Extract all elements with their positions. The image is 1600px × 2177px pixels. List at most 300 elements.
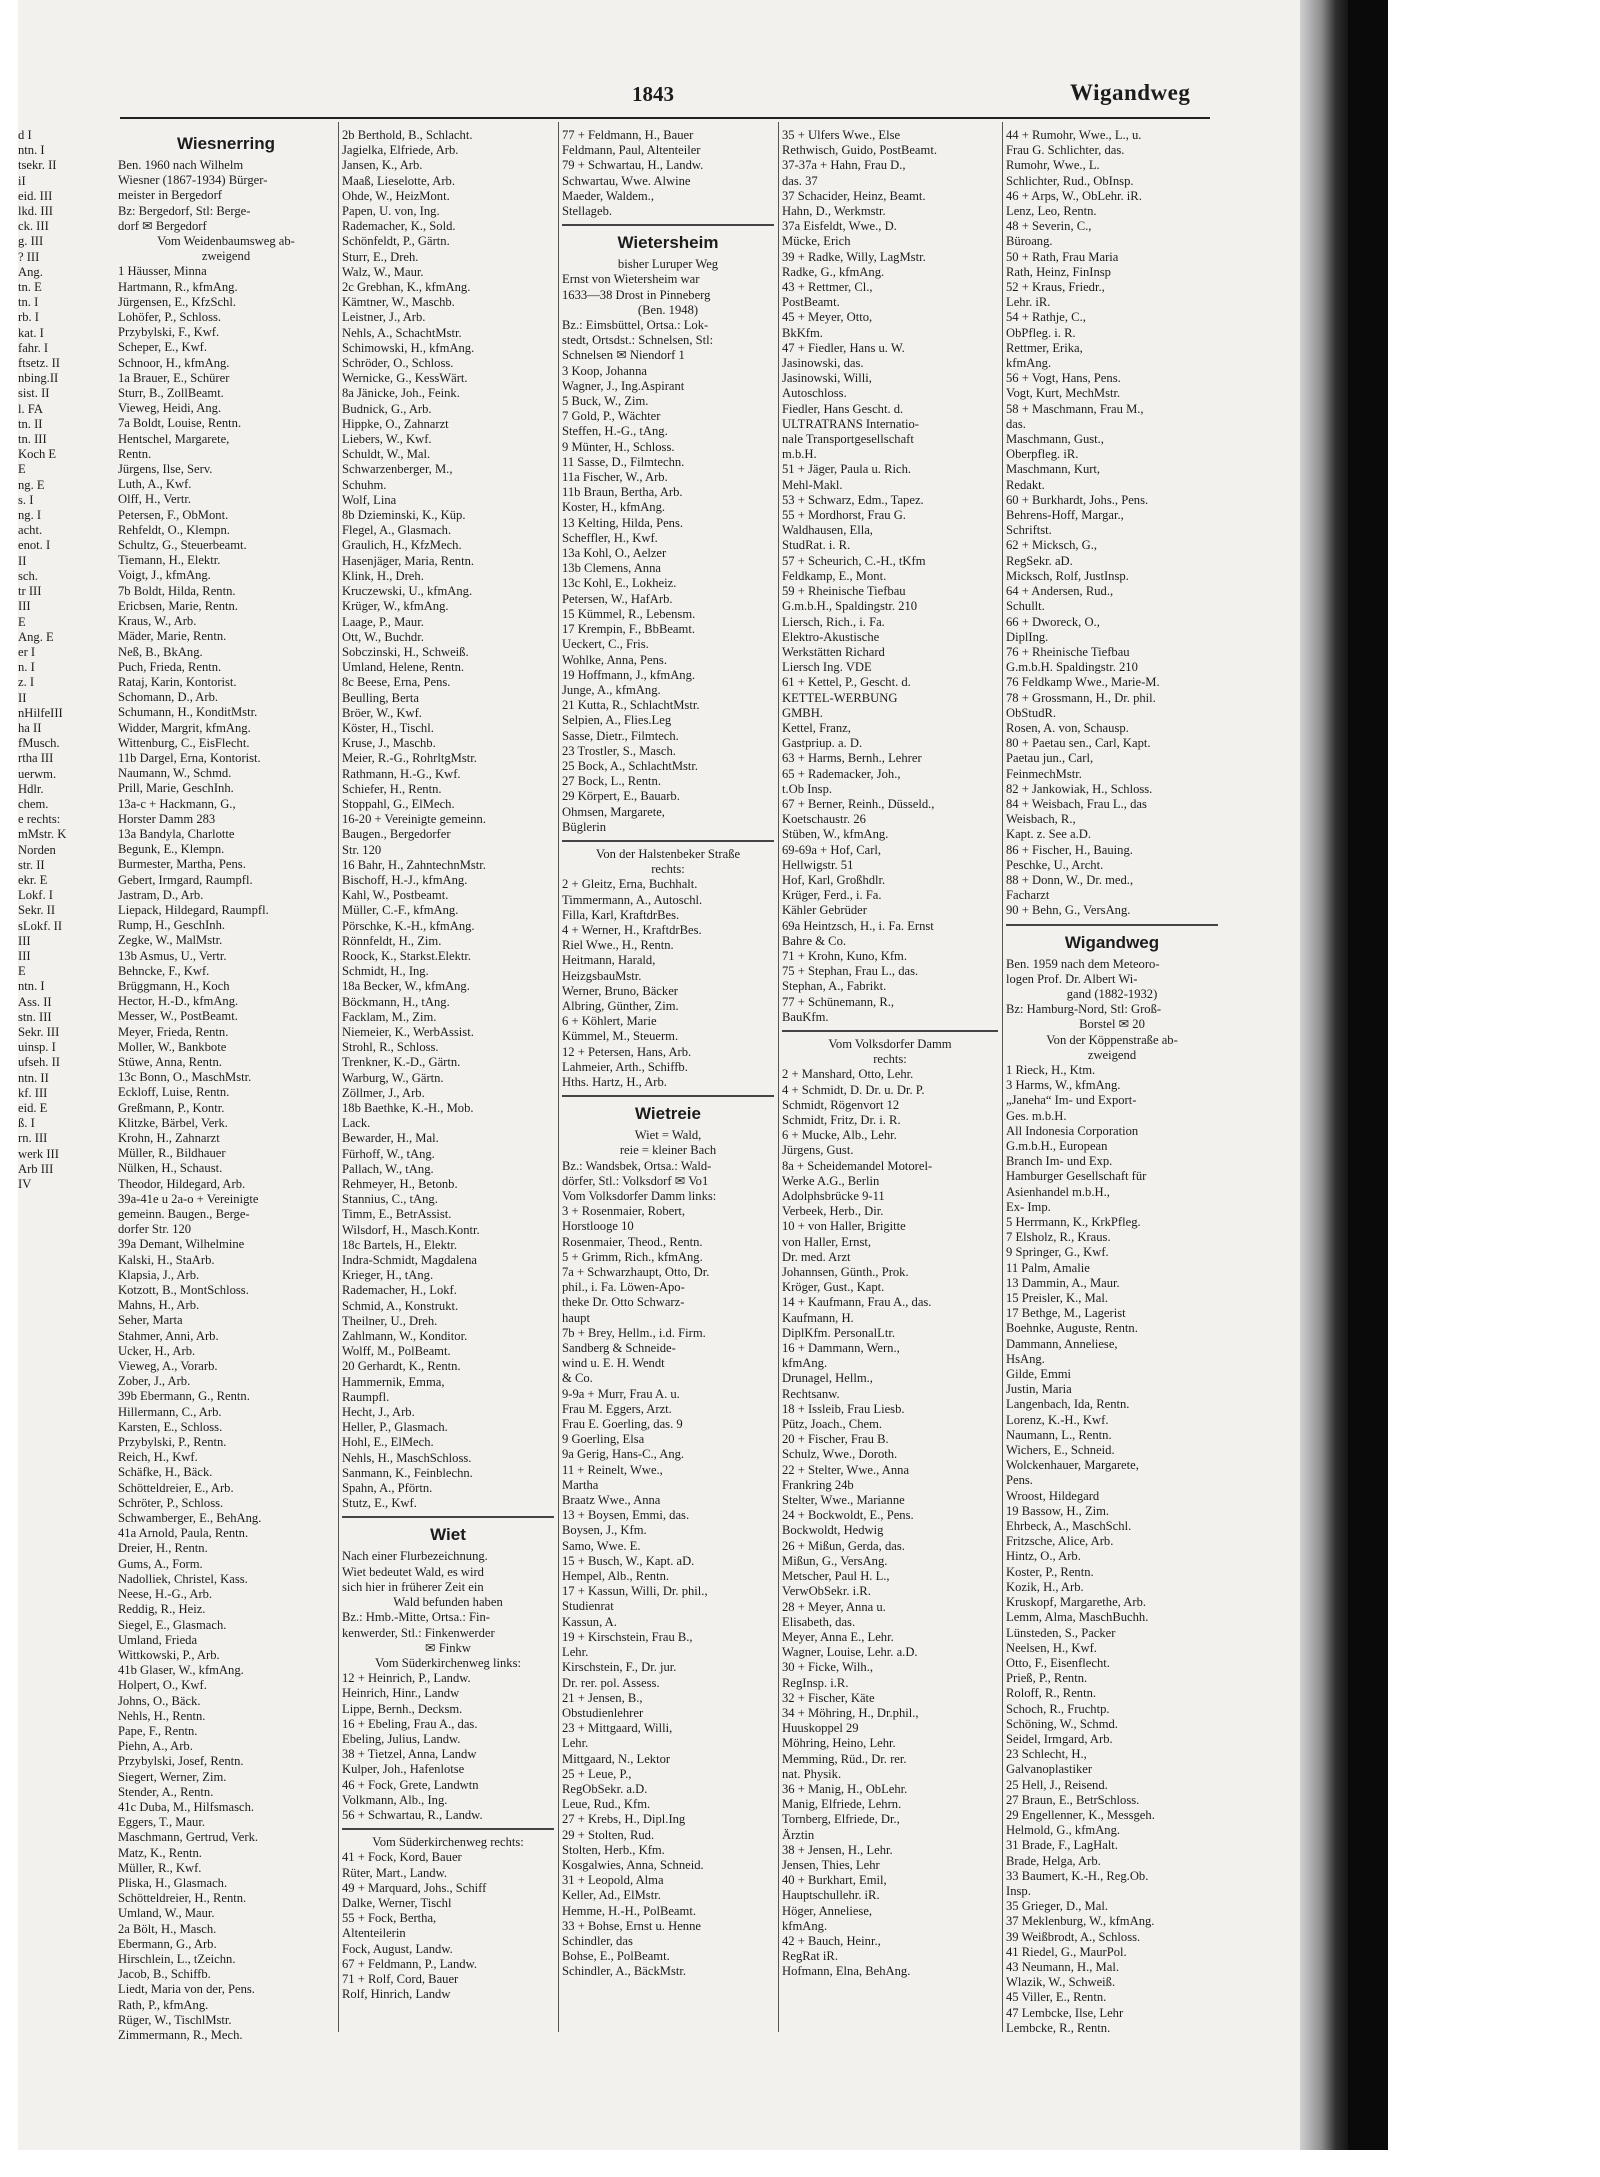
directory-line: Rechtsanw. (782, 1386, 840, 1401)
edge-fragment: ng. E (18, 477, 45, 492)
directory-line: Schmidt, Fritz, Dr. i. R. (782, 1113, 901, 1127)
directory-line: 11 Palm, Amalie (1006, 1260, 1090, 1275)
directory-line: Schwartau, Wwe. Alwine (562, 173, 691, 188)
edge-fragment: tn. II (18, 416, 43, 431)
directory-line: 31 + Leopold, Alma (562, 1873, 664, 1888)
directory-line: Dalke, Werner, Tischl (342, 1895, 452, 1910)
directory-line: 1 Häusser, Minna (118, 264, 207, 279)
column-divider (558, 122, 559, 2032)
directory-line: RegSekr. aD. (1006, 553, 1073, 568)
directory-line: Vom Weidenbaumsweg ab- (157, 234, 295, 249)
directory-line: Maaß, Lieselotte, Arb. (342, 173, 455, 188)
directory-line: Lahmeier, Arth., Schiffb. (562, 1059, 688, 1074)
directory-line: Rehfeldt, O., Klempn. (118, 522, 230, 537)
directory-line: 27 Braun, E., BetrSchloss. (1006, 1792, 1140, 1807)
directory-line: Rosenmaier, Theod., Rentn. (562, 1234, 703, 1249)
directory-line: kfmAng. (782, 1918, 828, 1933)
directory-line: Heller, P., Glasmach. (342, 1420, 448, 1435)
directory-line: Wolckenhauer, Margarete, (1006, 1458, 1139, 1473)
directory-line: Kulper, Joh., Hafenlotse (342, 1762, 465, 1777)
directory-line: Vogt, Kurt, MechMstr. (1006, 386, 1121, 401)
directory-line: Siegert, Werner, Zim. (118, 1769, 227, 1784)
directory-line: 8c Beese, Erna, Pens. (342, 675, 451, 690)
directory-line: Lorenz, K.-H., Kwf. (1006, 1412, 1109, 1427)
directory-line: dörfer, Stl.: Volksdorf ✉ Vo1 (562, 1173, 709, 1188)
directory-line: Roock, K., Starkst.Elektr. (342, 948, 472, 963)
directory-line: Facharzt (1006, 888, 1050, 903)
edge-fragment: ha II (18, 720, 42, 735)
directory-line: Raumpfl. (342, 1389, 390, 1404)
directory-line: 2a Bölt, H., Masch. (118, 1921, 217, 1936)
directory-line: Schindler, A., BäckMstr. (562, 1964, 687, 1979)
directory-line: Micksch, Rolf, JustInsp. (1006, 568, 1129, 583)
directory-line: Bz.: Hmb.-Mitte, Ortsa.: Fin- (342, 1610, 490, 1625)
directory-line: Gilde, Emmi (1006, 1367, 1072, 1382)
directory-line: Klapsia, J., Arb. (118, 1267, 200, 1282)
edge-fragment: d I (18, 128, 32, 142)
directory-line: Ärztin (782, 1827, 815, 1842)
book-page (18, 0, 1330, 2150)
directory-line: Krüger, Ferd., i. Fa. (782, 888, 882, 903)
directory-line: Facklam, M., Zim. (342, 1009, 437, 1024)
column-1 (118, 128, 334, 2078)
directory-line: Zahlmann, W., Konditor. (342, 1329, 468, 1344)
directory-line: Lippe, Bernh., Decksm. (342, 1701, 463, 1716)
directory-line: Olff, H., Vertr. (118, 492, 191, 507)
directory-line: Walz, W., Maur. (342, 264, 424, 279)
directory-line: Meier, R.-G., RohrltgMstr. (342, 751, 477, 766)
directory-line: Flegel, A., Glasmach. (342, 523, 452, 538)
directory-line: Kozik, H., Arb. (1006, 1579, 1084, 1594)
street-heading: Wiesnerring (176, 134, 276, 153)
edge-fragment: fahr. I (18, 340, 49, 355)
directory-line: Voigt, J., kfmAng. (118, 568, 211, 583)
directory-line: Boehnke, Auguste, Rentn. (1006, 1321, 1138, 1336)
directory-line: Seher, Marta (118, 1313, 183, 1328)
column-5 (1006, 128, 1218, 2078)
directory-line: 1a Brauer, E., Schürer (118, 370, 230, 385)
directory-line: 86 + Fischer, H., Bauing. (1006, 842, 1133, 857)
street-heading: Wietersheim (617, 233, 719, 253)
directory-line: 53 + Schwarz, Edm., Tapez. (782, 492, 924, 507)
directory-line: Pörschke, K.-H., kfmAng. (342, 918, 475, 933)
directory-line: Przybylski, Josef, Rentn. (118, 1754, 244, 1769)
directory-line: Wohlke, Anna, Pens. (562, 652, 667, 667)
directory-line: Manig, Elfriede, Lehrn. (782, 1797, 902, 1812)
directory-line: 21 + Jensen, B., (562, 1690, 643, 1705)
directory-line: Waldhausen, Ella, (782, 523, 873, 538)
directory-line: Pütz, Joach., Chem. (782, 1417, 883, 1432)
directory-line: Strohl, R., Schloss. (342, 1040, 439, 1055)
directory-line: 28 + Meyer, Anna u. (782, 1599, 886, 1614)
edge-fragment: er I (18, 644, 36, 659)
directory-line: 54 + Rathje, C., (1006, 310, 1086, 325)
directory-line: 12 + Petersen, Hans, Arb. (562, 1044, 692, 1059)
directory-line: Bz.: Eimsbüttel, Ortsa.: Lok- (562, 318, 709, 333)
directory-line: 64 + Andersen, Rud., (1006, 584, 1114, 599)
directory-line: 62 + Micksch, G., (1006, 538, 1098, 553)
edge-fragment: nHilfeIII (18, 705, 63, 720)
edge-fragment: werk III (18, 1146, 59, 1161)
column-4 (782, 128, 998, 2078)
directory-line: 18a Becker, W., kfmAng. (342, 979, 470, 994)
directory-line: Schiefer, H., Rentn. (342, 781, 442, 796)
directory-line: 79 + Schwartau, H., Landw. (562, 158, 704, 173)
section-rule (562, 224, 774, 226)
directory-line: Keller, Ad., ElMstr. (562, 1888, 661, 1903)
directory-line: Roloff, R., Rentn. (1006, 1686, 1097, 1701)
directory-line: Meyer, Frieda, Rentn. (118, 1024, 229, 1039)
directory-line: 27 Bock, L., Rentn. (562, 774, 661, 789)
street-heading: Wietreie (635, 1104, 701, 1124)
directory-line: Ericbsen, Marie, Rentn. (118, 598, 238, 613)
directory-line: Oberpfleg. iR. (1006, 447, 1079, 462)
directory-line: Boysen, J., Kfm. (562, 1523, 647, 1538)
section-rule (342, 1516, 554, 1518)
directory-line: Studienrat (562, 1599, 614, 1614)
directory-line: Pape, F., Rentn. (118, 1723, 198, 1738)
directory-line: 21 Kutta, R., SchlachtMstr. (562, 698, 700, 713)
edge-fragment: E (18, 462, 26, 477)
directory-line: Puch, Frieda, Rentn. (118, 659, 222, 674)
directory-line: 3 Harms, W., kfmAng. (1006, 1078, 1121, 1093)
directory-line: Langenbach, Ida, Rentn. (1006, 1397, 1130, 1412)
directory-line: Niemeier, K., WerbAssist. (342, 1024, 474, 1039)
directory-line: Hempel, Alb., Rentn. (562, 1569, 670, 1584)
directory-line: Volkmann, Alb., Ing. (342, 1792, 448, 1807)
directory-line: Papen, U. von, Ing. (342, 204, 440, 219)
directory-line: Schötteldreier, H., Rentn. (118, 1891, 247, 1906)
directory-line: Warburg, W., Gärtn. (342, 1070, 444, 1085)
directory-line: Jansen, K., Arb. (342, 158, 423, 173)
directory-line: 22 + Stelter, Wwe., Anna (782, 1462, 910, 1477)
directory-line: Maschmann, Kurt, (1006, 462, 1101, 477)
directory-line: Schnoor, H., kfmAng. (118, 355, 230, 370)
directory-line: 61 + Kettel, P., Gescht. d. (782, 675, 911, 690)
directory-line: Paetau jun., Carl, (1006, 751, 1094, 766)
directory-line: Piehn, A., Arb. (118, 1739, 193, 1754)
directory-line: Feldkamp, E., Mont. (782, 568, 887, 583)
edge-fragment: fMusch. (18, 736, 60, 751)
directory-line: 16 + Ebeling, Frau A., das. (342, 1716, 478, 1731)
directory-line: 56 + Vogt, Hans, Pens. (1006, 371, 1121, 386)
directory-line: von Haller, Ernst, (782, 1234, 872, 1249)
directory-line: gand (1882-1932) (1066, 986, 1158, 1001)
directory-line: Behncke, F., Kwf. (118, 963, 210, 978)
directory-line: Sobczinski, H., Schweiß. (342, 644, 469, 659)
directory-line: Nach einer Flurbezeichnung. (342, 1549, 488, 1564)
edge-fragment: ck. III (18, 219, 49, 234)
directory-line: Stelter, Wwe., Marianne (782, 1493, 905, 1508)
directory-line: Autoschloss. (782, 386, 847, 401)
directory-line: 16 + Dammann, Wern., (782, 1341, 900, 1356)
directory-line: Koster, H., kfmAng. (562, 500, 666, 515)
directory-line: ULTRATRANS Internatio- (782, 416, 920, 431)
directory-line: 45 + Meyer, Otto, (782, 310, 873, 325)
directory-line: Krüger, W., kfmAng. (342, 599, 449, 614)
directory-line: 6 + Mucke, Alb., Lehr. (782, 1128, 897, 1143)
directory-line: Ueckert, C., Fris. (562, 637, 649, 652)
directory-line: 1633—38 Drost in Pinneberg (562, 287, 711, 302)
directory-line: Schröder, O., Schloss. (342, 356, 454, 371)
directory-line: 32 + Fischer, Käte (782, 1690, 875, 1705)
directory-line: Stutz, E., Kwf. (342, 1496, 417, 1511)
directory-line: Karsten, E., Schloss. (118, 1419, 223, 1434)
directory-line: Petersen, W., HafArb. (562, 591, 673, 606)
directory-line: 37a Eisfeldt, Wwe., D. (782, 219, 897, 234)
directory-line: Rosen, A. von, Schausp. (1006, 720, 1129, 735)
directory-line: Galvanoplastiker (1006, 1762, 1093, 1777)
directory-line: 39b Ebermann, G., Rentn. (118, 1389, 250, 1404)
directory-line: Tornberg, Elfriede, Dr., (782, 1812, 900, 1827)
directory-line: Stoppahl, G., ElMech. (342, 796, 455, 811)
directory-line: 17 Krempin, F., BbBeamt. (562, 622, 695, 637)
directory-line: Von der Halstenbeker Straße (595, 846, 741, 861)
directory-line: 38 + Tietzel, Anna, Landw (342, 1747, 477, 1762)
directory-line: Adolphsbrücke 9-11 (782, 1189, 885, 1204)
directory-line: KETTEL-WERBUNG (782, 690, 898, 705)
directory-line: Martha (562, 1477, 599, 1492)
directory-line: 11 + Reinelt, Wwe., (562, 1462, 663, 1477)
directory-line: DiplKfm. PersonalLtr. (782, 1325, 895, 1340)
directory-line: 46 + Arps, W., ObLehr. iR. (1006, 188, 1142, 203)
directory-line: Neese, H.-G., Arb. (118, 1587, 213, 1602)
directory-line: Naumann, W., Schmd. (118, 766, 232, 781)
directory-line: Dr. rer. pol. Assess. (562, 1675, 660, 1690)
edge-fragment: rn. III (18, 1131, 48, 1146)
directory-line: 20 Gerhardt, K., Rentn. (342, 1359, 461, 1374)
directory-line: 42 + Bauch, Heinr., (782, 1933, 881, 1948)
directory-line: Neelsen, H., Kwf. (1006, 1640, 1097, 1655)
directory-line: Vom Volksdorfer Damm links: (562, 1189, 717, 1203)
directory-line: kenwerder, Stl.: Finkenwerder (342, 1625, 495, 1640)
directory-line: Feldmann, Paul, Altenteiler (562, 143, 701, 158)
directory-line: Hartmann, R., kfmAng. (118, 279, 238, 294)
directory-line: 52 + Kraus, Friedr., (1006, 280, 1105, 295)
directory-line: 26 + Mißun, Gerda, das. (782, 1538, 905, 1553)
edge-fragment: rb. I (18, 310, 39, 325)
section-rule (562, 1095, 774, 1097)
directory-line: 13 + Boysen, Emmi, das. (562, 1508, 690, 1523)
edge-fragment: ftsetz. II (18, 356, 60, 371)
directory-line: 59 + Rheinische Tiefbau (782, 584, 906, 599)
directory-line: das. (1006, 416, 1026, 431)
directory-line: haupt (562, 1310, 590, 1325)
directory-line: Neß, B., BkAng. (118, 644, 203, 659)
directory-line: Ges. m.b.H. (1006, 1108, 1067, 1123)
directory-line: 63 + Harms, Bernh., Lehrer (782, 751, 922, 766)
directory-line: 55 + Mordhorst, Frau G. (782, 508, 906, 523)
directory-line: 60 + Burkhardt, Johs., Pens. (1006, 492, 1149, 507)
directory-line: Kruskopf, Margarethe, Arb. (1006, 1595, 1147, 1610)
directory-line: 7a + Schwarzhaupt, Otto, Dr. (562, 1265, 710, 1280)
directory-line: Trenkner, K.-D., Gärtn. (342, 1055, 461, 1070)
directory-line: theke Dr. Otto Schwarz- (562, 1295, 685, 1310)
directory-line: Mittgaard, N., Lektor (562, 1751, 671, 1766)
column-divider (1002, 122, 1003, 2032)
directory-line: Bahre & Co. (782, 933, 847, 948)
directory-line: Schullt. (1006, 599, 1045, 614)
directory-line: Klitzke, Bärbel, Verk. (118, 1115, 228, 1130)
directory-line: Bewarder, H., Mal. (342, 1131, 439, 1146)
directory-line: Scheffler, H., Kwf. (562, 530, 658, 545)
directory-line: dorf ✉ Bergedorf (118, 218, 207, 233)
directory-line: Scheper, E., Kwf. (118, 340, 208, 355)
directory-line: Nehls, H., MaschSchloss. (342, 1450, 472, 1465)
directory-line: phil., i. Fa. Löwen-Apo- (562, 1280, 685, 1295)
directory-line: Prill, Marie, GeschInh. (118, 781, 234, 796)
edge-fragment: enot. I (18, 538, 51, 553)
directory-line: gemeinn. Baugen., Berge- (118, 1207, 250, 1222)
directory-line: HsAng. (1006, 1351, 1045, 1366)
directory-line: 9 Münter, H., Schloss. (562, 439, 675, 454)
directory-line: Wiet bedeutet Wald, es wird (342, 1564, 484, 1579)
directory-line: Maschmann, Gertrud, Verk. (118, 1830, 259, 1845)
directory-line: 69a Heintzsch, H., i. Fa. Ernst (782, 918, 934, 933)
directory-line: Umland, Helene, Rentn. (342, 660, 465, 675)
directory-line: Hahn, D., Werkmstr. (782, 204, 886, 219)
edge-fragment: Lokf. I (18, 888, 53, 903)
directory-line: Dreier, H., Rentn. (118, 1541, 208, 1556)
directory-line: Stannius, C., tAng. (342, 1192, 438, 1207)
directory-line: G.m.b.H., European (1006, 1139, 1108, 1153)
directory-line: Kirschstein, F., Dr. jur. (562, 1660, 677, 1675)
directory-line: G.m.b.H. Spaldingstr. 210 (1006, 660, 1138, 675)
directory-line: Hellwigstr. 51 (782, 857, 854, 872)
directory-line: Leue, Rud., Kfm. (562, 1797, 651, 1812)
directory-line: Junge, A., kfmAng. (562, 682, 661, 697)
directory-line: Luth, A., Kwf. (118, 477, 192, 492)
directory-line: nat. Physik. (782, 1766, 842, 1781)
directory-line: Kassun, A. (562, 1614, 617, 1629)
directory-line: Hillermann, C., Arb. (118, 1404, 222, 1419)
directory-line: 20 + Fischer, Frau B. (782, 1432, 889, 1447)
directory-line: nale Transportgesellschaft (782, 432, 914, 447)
directory-line: Zimmermann, R., Mech. (118, 2027, 243, 2042)
directory-line: Schomann, D., Arb. (118, 690, 219, 705)
directory-line: 55 + Fock, Bertha, (342, 1911, 437, 1926)
directory-line: 33 + Bohse, Ernst u. Henne (562, 1918, 701, 1933)
running-title: Wigandweg (1070, 80, 1191, 105)
directory-line: Bz: Bergedorf, Stl: Berge- (118, 203, 251, 218)
directory-line: Krohn, H., Zahnarzt (118, 1131, 220, 1145)
directory-line: 67 + Feldmann, P., Landw. (342, 1956, 478, 1971)
directory-line: Mäder, Marie, Rentn. (118, 629, 227, 644)
directory-line: Theilner, U., Dreh. (342, 1313, 438, 1328)
edge-fragment: z. I (18, 675, 35, 690)
directory-line: Tiemann, H., Elektr. (118, 553, 221, 568)
directory-line: Wagner, Louise, Lehr. a.D. (782, 1645, 918, 1660)
directory-line: Leistner, J., Arb. (342, 310, 426, 325)
directory-line: Horstlooge 10 (562, 1219, 634, 1234)
directory-line: wind u. E. H. Wendt (562, 1356, 665, 1371)
edge-fragment: tn. E (18, 280, 42, 295)
edge-fragment: Sekr. II (18, 903, 56, 918)
directory-line: Lehr. (562, 1645, 589, 1660)
directory-line: 7 Elsholz, R., Kraus. (1006, 1230, 1111, 1245)
directory-line: GMBH. (782, 705, 823, 720)
directory-line: Ebermann, G., Arb. (118, 1936, 217, 1951)
directory-line: Matz, K., Rentn. (118, 1845, 202, 1860)
directory-line: Bockwoldt, Hedwig (782, 1523, 884, 1538)
directory-line: 71 + Krohn, Kuno, Kfm. (782, 948, 907, 963)
directory-line: Kraus, W., Arb. (118, 614, 197, 629)
directory-line: 39 Weißbrodt, A., Schloss. (1006, 1929, 1141, 1944)
directory-line: 12 + Heinrich, P., Landw. (342, 1671, 471, 1686)
directory-line: 9-9a + Murr, Frau A. u. (562, 1386, 680, 1401)
directory-line: Kotzott, B., MontSchloss. (118, 1283, 249, 1298)
directory-line: Pens. (1006, 1473, 1033, 1488)
directory-line: 23 + Mittgaard, Willi, (562, 1721, 673, 1736)
directory-line: Hths. Hartz, H., Arb. (562, 1074, 667, 1089)
directory-line: Werkstätten Richard (782, 644, 885, 659)
directory-line: 13a-c + Hackmann, G., (118, 796, 236, 811)
directory-line: Zegke, W., MalMstr. (118, 933, 223, 948)
directory-line: Sanmann, K., Feinblechn. (342, 1465, 473, 1480)
edge-fragment: s. I (18, 492, 34, 507)
directory-line: Stüben, W., kfmAng. (782, 827, 889, 842)
directory-line: Siegel, E., Glasmach. (118, 1617, 227, 1632)
column-divider (778, 122, 779, 2032)
directory-line: 19 Bassow, H., Zim. (1006, 1503, 1110, 1518)
directory-line: Gastpriup. a. D. (782, 736, 863, 751)
directory-line: 10 + von Haller, Brigitte (782, 1219, 906, 1234)
directory-line: Naumann, L., Rentn. (1006, 1427, 1112, 1442)
directory-line: Dr. med. Arzt (782, 1249, 851, 1264)
directory-line: Schulz, Wwe., Doroth. (782, 1447, 898, 1462)
edge-fragment: II (18, 690, 27, 705)
directory-line: 34 + Möhring, H., Dr.phil., (782, 1705, 919, 1720)
directory-line: Altenteilerin (342, 1926, 406, 1941)
directory-line: Wittkowski, P., Arb. (118, 1647, 220, 1662)
scan-border (1348, 0, 1388, 2150)
edge-fragment: uinsp. I (18, 1040, 56, 1055)
edge-fragment: rtha III (18, 751, 54, 766)
directory-line: 11 Sasse, D., Filmtechn. (562, 454, 685, 469)
directory-line: 37-37a + Hahn, Frau D., (782, 158, 906, 173)
directory-line: Seidel, Irmgard, Arb. (1006, 1731, 1113, 1746)
directory-line: Ott, W., Buchdr. (342, 629, 424, 644)
directory-line: Spahn, A., Pförtn. (342, 1481, 433, 1496)
directory-line: logen Prof. Dr. Albert Wi- (1006, 971, 1138, 986)
directory-line: sich hier in früherer Zeit ein (342, 1579, 484, 1594)
directory-line: Schoch, R., Fruchtp. (1006, 1701, 1110, 1716)
section-rule (342, 1828, 554, 1830)
directory-line: Ebeling, Julius, Landw. (342, 1731, 461, 1746)
directory-line: 11b Dargel, Erna, Kontorist. (118, 750, 261, 765)
directory-line: Rettmer, Erika, (1006, 340, 1083, 355)
directory-line: G.m.b.H., Spaldingstr. 210 (782, 599, 918, 614)
directory-line: 44 + Rumohr, Wwe., L., u. (1006, 128, 1142, 142)
directory-line: Insp. (1006, 1883, 1031, 1898)
directory-line: Schröter, P., Schloss. (118, 1495, 224, 1510)
directory-line: 29 Körpert, E., Bauarb. (562, 789, 680, 804)
edge-fragment: eid. E (18, 1101, 48, 1115)
directory-line: Frankring 24b (782, 1477, 854, 1492)
directory-line: 2b Berthold, B., Schlacht. (342, 128, 473, 142)
directory-line: 45 Viller, E., Rentn. (1006, 1990, 1107, 2005)
directory-line: Ucker, H., Arb. (118, 1343, 196, 1358)
directory-line: 35 Grieger, D., Mal. (1006, 1899, 1108, 1914)
column-divider (338, 122, 339, 2032)
column-2 (342, 128, 554, 2078)
edge-fragment: E (18, 964, 26, 979)
directory-line: t.Ob Insp. (782, 781, 833, 796)
directory-line: 51 + Jäger, Paula u. Rich. (782, 462, 912, 477)
directory-line: Fritzsche, Alice, Arb. (1006, 1534, 1114, 1549)
directory-line: Rathmann, H.-G., Kwf. (342, 766, 461, 781)
edge-fragment: II (18, 553, 27, 568)
